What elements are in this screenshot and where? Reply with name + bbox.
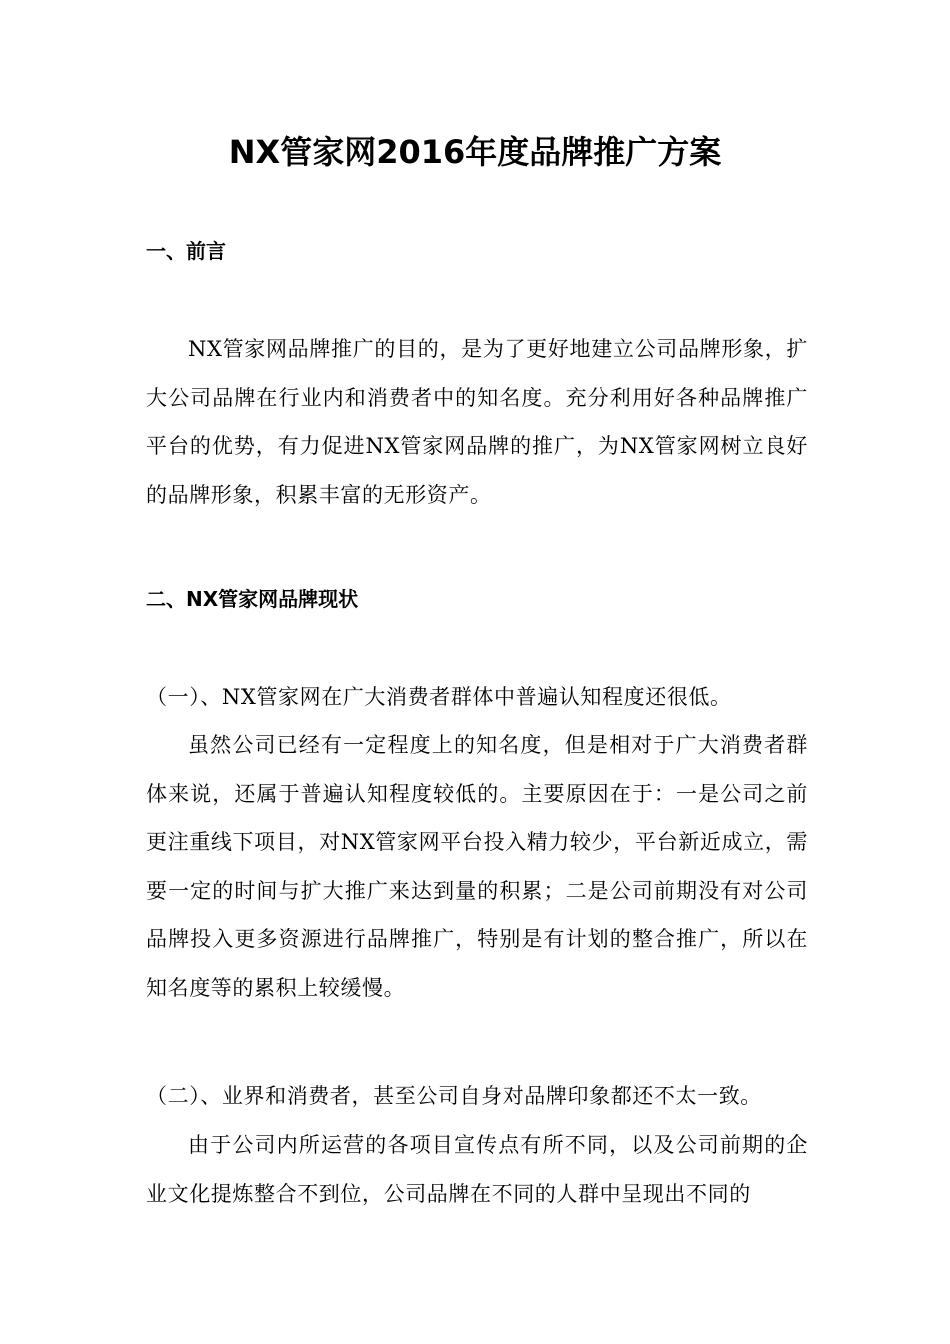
section-heading-preface: 一、前言: [146, 239, 226, 263]
subsection-heading-consistency: （二）、业界和消费者，甚至公司自身对品牌印象都还不太一致。: [146, 1084, 762, 1108]
document-title: NX管家网2016年度品牌推广方案: [228, 133, 722, 171]
consistency-paragraph: 由于公司内所运营的各项目宣传点有所不同，以及公司前期的企业文化提炼整合不到位，公司品牌在不同的人群中呈现出不同的: [146, 1133, 808, 1206]
section-heading-brand-status: 二、NX管家网品牌现状: [146, 587, 359, 611]
subsection-heading-awareness: （一）、NX管家网在广大消费者群体中普遍认知程度还很低。: [146, 685, 732, 709]
preface-paragraph: NX管家网品牌推广的目的，是为了更好地建立公司品牌形象，扩大公司品牌在行业内和消费者中的知名度。充分利用好各种品牌推广平台的优势，有力促进NX管家网品牌的推广，为NX管家网树立良好的品牌形象，积累丰富的无形资产。: [146, 337, 808, 507]
awareness-paragraph: 虽然公司已经有一定程度上的知名度，但是相对于广大消费者群体来说，还属于普遍认知程度较低的。主要原因在于：一是公司之前更注重线下项目，对NX管家网平台投入精力较少，平台新近成立，需要一定的时间与扩大推广来达到量的积累；二是公司前期没有对公司品牌投入更多资源进行品牌推广，特别是有计划的整合推广，所以在知名度等的累积上较缓慢。: [146, 733, 808, 1000]
